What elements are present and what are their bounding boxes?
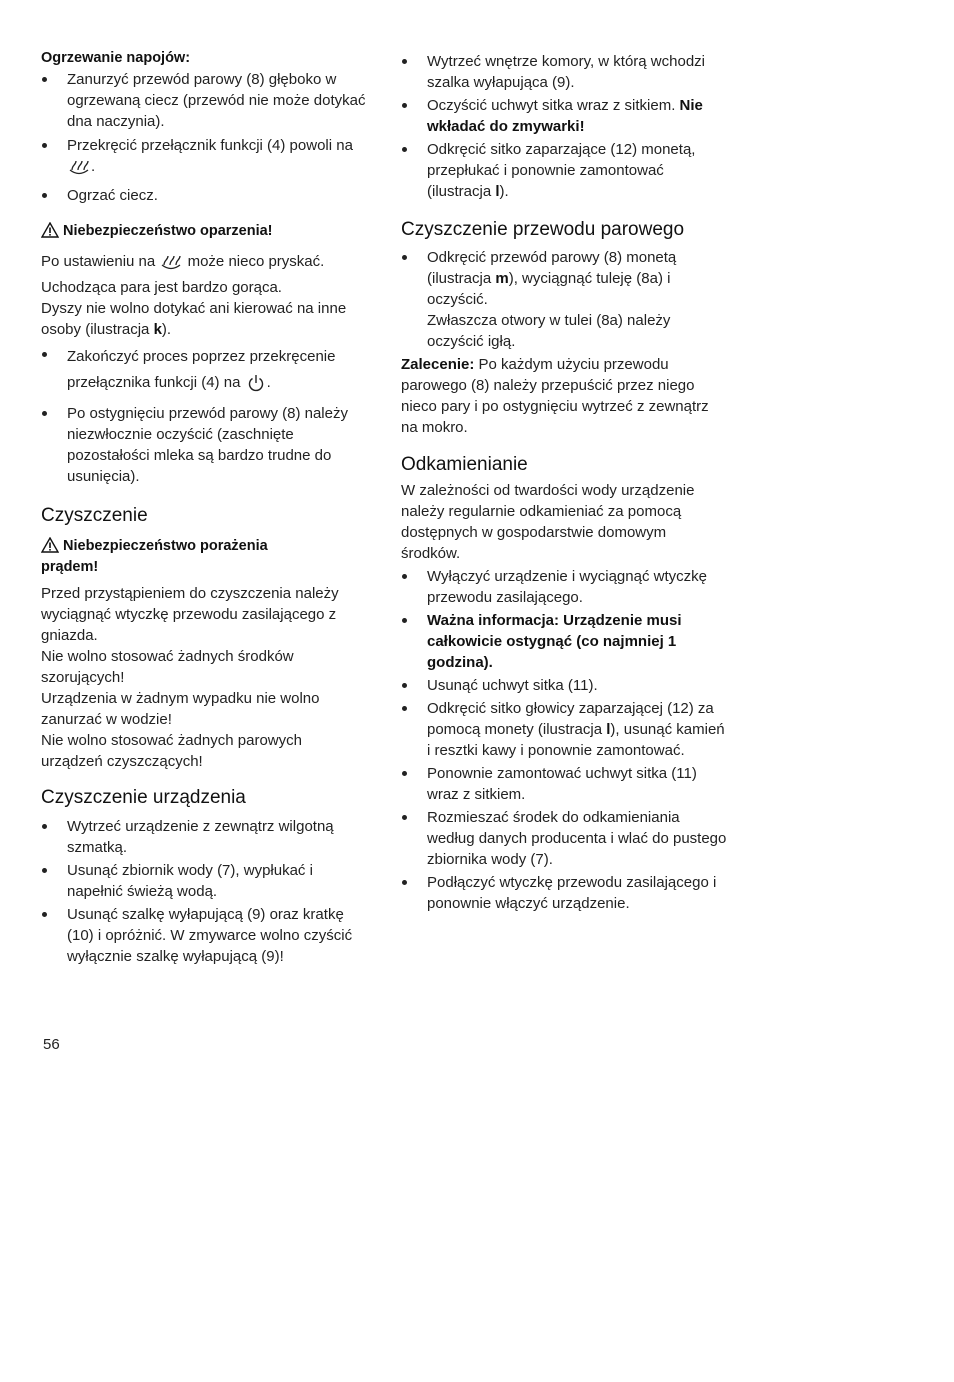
list-item: Wytrzeć wnętrze komory, w którą wchodzi szalka wyłapująca (9). [401, 51, 727, 93]
list-item: Wyłączyć urządzenie i wyciągnąć wtyczkę przewodu zasilającego. [401, 566, 727, 608]
section-heading-descaling: Odkamienianie [401, 454, 528, 475]
paragraph: Urządzenia w żadnym wypadku nie wolno zanurzać w wodzie! [41, 690, 320, 728]
section-heading-cleaning: Czyszczenie [41, 505, 148, 526]
list-item: Po ostygnięciu przewód parowy (8) należy niezwłocznie oczyścić (zaschnięte pozostałości mleka są bardzo trudne do usunięcia). [41, 403, 367, 487]
list-item: Usunąć szalkę wyłapującą (9) oraz kratkę (10) i opróżnić. W zmywarce wolno czyścić wyłącznie szalkę wyłapującą (9)! [41, 904, 367, 967]
list-item: Ważna informacja: Urządzenie musi całkowicie ostygnąć (co najmniej 1 godzina). [401, 610, 727, 673]
left-column [41, 48, 367, 969]
list-item: Odkręcić sitko zaparzające (12) monetą, przepłukać i ponownie zamontować (ilustracja l). [401, 139, 727, 202]
list-item: Oczyścić uchwyt sitka wraz z sitkiem. Nie wkładać do zmywarki! [401, 95, 727, 137]
paragraph: Nie wolno stosować żadnych parowych urządzeń czyszczących! [41, 732, 302, 770]
list-item: Usunąć uchwyt sitka (11). [401, 675, 727, 696]
steam-list [401, 247, 727, 352]
burn-warning-text: Po ustawieniu na może nieco pryskać. Uchodząca para jest bardzo gorąca. Dyszy nie wolno dotykać ani kierować na inne osoby (ilustracja k). [41, 253, 347, 338]
top-list [401, 51, 727, 202]
section-heading-device-cleaning: Czyszczenie urządzenia [41, 787, 246, 808]
paragraph: Nie wolno stosować żadnych środków szorujących! [41, 648, 294, 686]
list-item: Odkręcić przewód parowy (8) monetą (ilustracja m), wyciągnąć tuleję (8a) i oczyścić. Zwłaszcza otwory w tulei (8a) należy oczyścić igłą. [401, 247, 727, 352]
power-icon [247, 374, 265, 401]
list-item: Ogrzać ciecz. [41, 185, 367, 206]
paragraph: Przed przystąpieniem do czyszczenia należy wyciągnąć wtyczkę przewodu zasilającego z gniazda. [41, 585, 339, 644]
list-item: Podłączyć wtyczkę przewodu zasilającego i ponownie włączyć urządzenie. [401, 872, 727, 914]
shock-warning-title: Niebezpieczeństwo porażenia prądem! [41, 538, 268, 575]
device-cleaning-list [41, 816, 367, 967]
warning-triangle-icon [41, 537, 59, 553]
list-item: Zakończyć proces poprzez przekręcenie przełącznika funkcji (4) na . [41, 344, 367, 401]
right-column [401, 51, 727, 916]
section-heading-steam-cleaning: Czyszczenie przewodu parowego [401, 219, 685, 240]
list-item: Zanurzyć przewód parowy (8) głęboko w ogrzewaną ciecz (przewód nie może dotykać dna naczynia). [41, 69, 367, 132]
cleaning-paragraphs [41, 583, 367, 772]
heating-heading: Ogrzewanie napojów: [41, 50, 191, 66]
page-number: 56 [43, 1036, 60, 1053]
burn-warning-list [41, 344, 367, 487]
list-item: Ponownie zamontować uchwyt sitka (11) wraz z sitkiem. [401, 763, 727, 805]
warning-triangle-icon [41, 222, 59, 238]
heating-list [41, 69, 367, 206]
list-item: Usunąć zbiornik wody (7), wypłukać i napełnić świeżą wodą. [41, 860, 367, 902]
burn-warning-title: Niebezpieczeństwo oparzenia! [41, 221, 367, 242]
steam-icon [161, 253, 181, 277]
list-item: Przekręcić przełącznik funkcji (4) powoli na . [41, 135, 367, 182]
descaling-list [401, 566, 727, 914]
list-item: Rozmieszać środek do odkamieniania według danych producenta i wlać do pustego zbiornika wody (7). [401, 807, 727, 870]
list-item: Wytrzeć urządzenie z zewnątrz wilgotną szmatką. [41, 816, 367, 858]
descaling-intro: W zależności od twardości wody urządzenie należy regularnie odkamieniać za pomocą dostępnych w gospodarstwie domowym środków. [401, 482, 695, 562]
steam-icon [69, 158, 89, 182]
recommendation: Zalecenie: Po każdym użyciu przewodu parowego (8) należy przepuścić przez niego nieco pary i po ostygnięciu wytrzeć z zewnątrz na mokro. [401, 356, 709, 436]
list-item: Odkręcić sitko głowicy zaparzającej (12) za pomocą monety (ilustracja l), usunąć kamień i resztki kawy i ponownie zamontować. [401, 698, 727, 761]
